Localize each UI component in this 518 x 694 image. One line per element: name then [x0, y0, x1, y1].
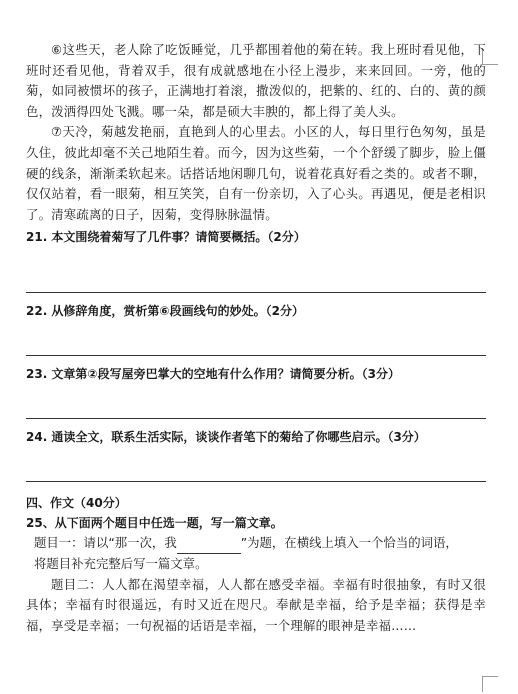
topic-1-blank	[177, 541, 241, 554]
crop-mark-bottom	[482, 676, 497, 692]
paragraph-6: ⑥这些天，老人除了吃饭睡觉，几乎都围着他的菊在转。我上班时看见他，下班时还看见他，背着双手，很有成就感地在小径上漫步，来来回回。一旁，他的菊，如同被惯坏的孩子，正满地打着滚，撒泼似的，把紫的、红的、白的、黄的颜色，泼洒得四处飞溅。哪一朵，都是硕大丰腴的，都上得了美人头。	[26, 42, 486, 119]
topic-1	[26, 533, 486, 554]
paragraph-7: ⑦天冷，菊越发艳丽，直艳到人的心里去。小区的人，每日里行色匆匆，虽是久住，彼此却毫不关己地陌生着。而今，因为这些菊，一个个舒缓了脚步，脸上僵硬的线条，渐渐柔软起来。话搭话地闲聊几句，说着花真好看之类的。或者不聊，仅仅站着，看一眼菊，相互笑笑，自有一份亲切，入了心头。再遇见，便是老相识了。清寒疏离的日子，因菊，变得脉脉温情。	[26, 124, 486, 222]
answer-line-21	[26, 291, 486, 293]
answer-line-24	[26, 480, 486, 482]
question-21: 21. 本文围绕着菊写了几件事？请简要概括。（2分）	[26, 230, 306, 245]
topic-1-line-2: 将题目补充完整后写一篇文章。	[34, 555, 208, 571]
crop-mark-bottom-h	[482, 676, 498, 677]
topic-2: 题目二：人人都在渴望幸福，人人都在感受幸福。幸福有时很抽象，有时又很具体；幸福有时很遥远，有时又近在咫尺。奉献是幸福，给予是幸福；获得是幸福，享受是幸福；一句祝福的话语是幸福，一个理解的眼神是幸福……	[26, 576, 486, 633]
topic-1-prefix: 题目一：请以“那一次，我	[34, 535, 177, 551]
section-heading: 四、作文（40分）	[26, 496, 127, 511]
question-22: 22. 从修辞角度，赏析第⑥段画线句的妙处。（2分）	[26, 304, 304, 319]
question-25: 25、从下面两个题目中任选一题，写一篇文章。	[26, 516, 283, 531]
question-23: 23. 文章第②段写屋旁巴掌大的空地有什么作用？请简要分析。（3分）	[26, 367, 400, 382]
answer-line-23	[26, 417, 486, 419]
topic-1-suffix: ”为题，在横线上填入一个恰当的词语，	[240, 535, 458, 551]
question-24: 24. 通读全文，联系生活实际，谈谈作者笔下的菊给了你哪些启示。（3分）	[26, 430, 426, 445]
answer-line-22	[26, 354, 486, 356]
document-body	[26, 40, 486, 636]
